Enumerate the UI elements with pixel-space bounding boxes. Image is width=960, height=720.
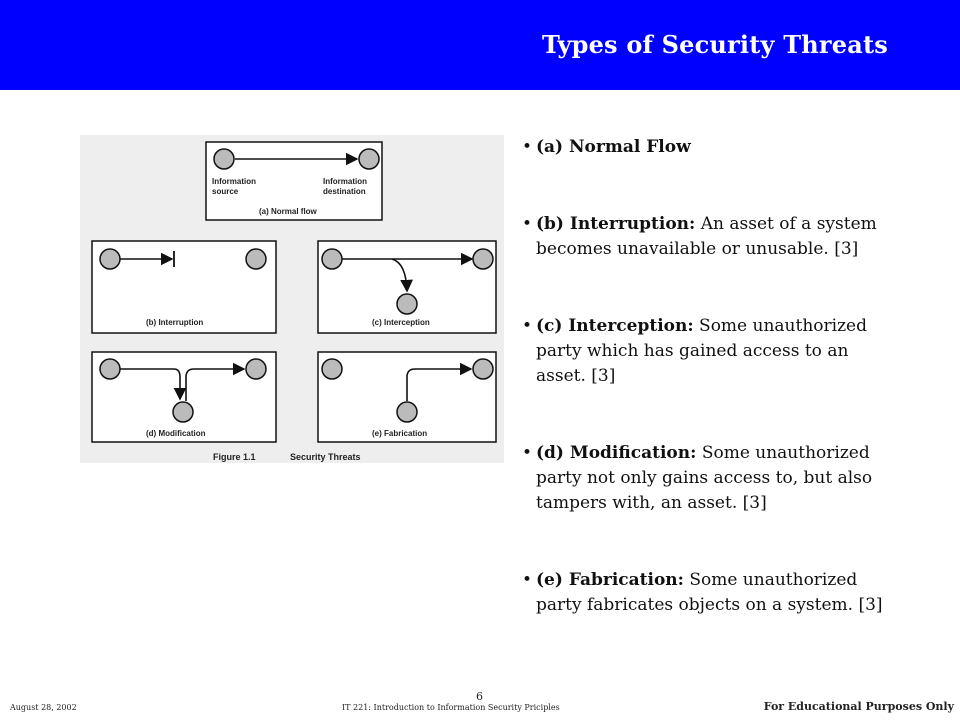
page-number: 6 — [476, 690, 483, 703]
figure-number: Figure 1.1 — [213, 452, 256, 462]
footer-course: IT 221: Introduction to Information Security Priciples — [342, 703, 560, 712]
bullet-text-2: party not only gains access to, but also — [536, 468, 873, 488]
bullet-text-3: asset. [3] — [536, 366, 616, 386]
panel-interruption — [92, 241, 276, 333]
figure-title: Security Threats — [290, 452, 361, 462]
source-node — [214, 149, 234, 169]
title-bar — [0, 0, 960, 90]
destination-node — [246, 249, 266, 269]
bullet-text-1: An asset of a system — [700, 214, 877, 234]
bullet-text-2: party fabricates objects on a system. [3] — [536, 595, 883, 615]
destination-node — [359, 149, 379, 169]
source-node — [322, 359, 342, 379]
security-threats-figure — [80, 135, 504, 463]
bullet-interception — [522, 314, 942, 389]
source-label-1: Information — [212, 177, 256, 186]
bullet-lead: (c) Interception: — [536, 316, 694, 336]
bullet-fabrication — [522, 568, 942, 618]
panel-c-label: (c) Interception — [372, 318, 430, 327]
bullet-lead: (d) Modification: — [536, 443, 697, 463]
bullet-interruption — [522, 212, 942, 262]
panel-e-label: (e) Fabrication — [372, 429, 428, 438]
bullet-dot: • — [522, 214, 533, 234]
bullet-text-3: tampers with, an asset. [3] — [536, 493, 767, 513]
footer-notice: For Educational Purposes Only — [763, 700, 954, 713]
bullet-dot: • — [522, 443, 533, 463]
bullet-text-2: becomes unavailable or unusable. [3] — [536, 239, 859, 259]
bullet-lead: (e) Fabrication: — [536, 570, 684, 590]
bullet-dot: • — [522, 137, 533, 157]
slide-title: Types of Security Threats — [542, 30, 888, 59]
modifier-node — [173, 402, 193, 422]
bullet-dot: • — [522, 316, 533, 336]
panel-fabrication — [318, 352, 496, 442]
bullet-text-1: Some unauthorized — [689, 570, 858, 590]
destination-label-2: destination — [323, 187, 366, 196]
bullet-dot: • — [522, 570, 533, 590]
panel-modification — [92, 352, 276, 442]
bullet-text-1: Some unauthorized — [701, 443, 870, 463]
bullet-lead: (b) Interruption: — [536, 214, 696, 234]
bullet-text-2: party which has gained access to an — [536, 341, 849, 361]
destination-node — [473, 359, 493, 379]
source-node — [322, 249, 342, 269]
interceptor-node — [397, 294, 417, 314]
bullet-lead: (a) Normal Flow — [536, 137, 691, 157]
destination-node — [246, 359, 266, 379]
panel-interception — [318, 241, 496, 333]
panel-d-label: (d) Modification — [146, 429, 206, 438]
panel-a-label: (a) Normal flow — [259, 207, 317, 216]
source-node — [100, 359, 120, 379]
panel-normal-flow — [206, 142, 382, 220]
destination-label-1: Information — [323, 177, 367, 186]
bullet-normal-flow — [522, 135, 942, 160]
threat-diagram — [80, 135, 504, 463]
bullet-text-1: Some unauthorized — [699, 316, 867, 336]
fabricator-node — [397, 402, 417, 422]
source-label-2: source — [212, 187, 239, 196]
destination-node — [473, 249, 493, 269]
source-node — [100, 249, 120, 269]
footer-date: August 28, 2002 — [10, 703, 77, 712]
bullet-modification — [522, 441, 942, 516]
panel-b-label: (b) Interruption — [146, 318, 204, 327]
